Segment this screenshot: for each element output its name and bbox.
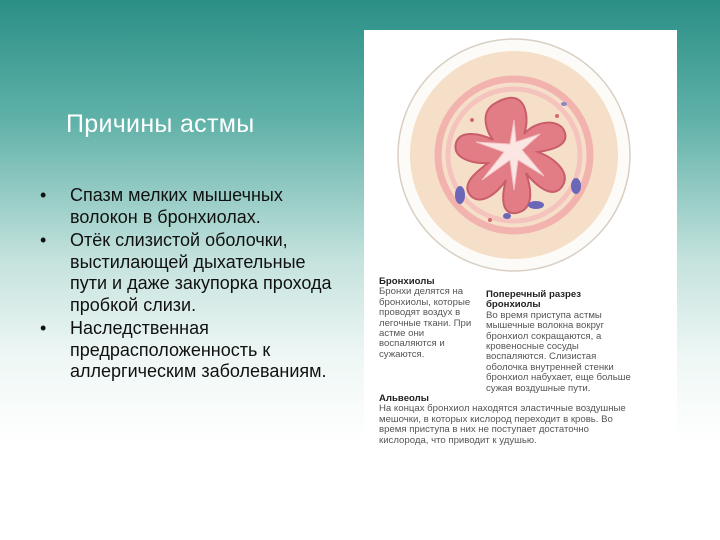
bullet-item: • Спазм мелких мышечных волокон в бронхиолах. xyxy=(40,185,340,228)
blood-vessel xyxy=(561,102,567,106)
blood-vessel xyxy=(470,118,474,122)
blood-vessel xyxy=(571,178,581,194)
bullet-item: • Наследственная предрасположенность к аллергическим заболеваниям. xyxy=(40,318,340,383)
bullet-item: • Отёк слизистой оболочки, выстилающей дыхательные пути и даже закупорка прохода пробкой слизи. xyxy=(40,230,340,316)
bronchiole-figure xyxy=(364,30,677,465)
caption-heading: Поперечный разрез бронхиолы xyxy=(486,289,582,311)
blood-vessel xyxy=(488,218,492,222)
blood-vessel xyxy=(503,213,511,219)
caption-heading: Бронхиолы xyxy=(379,276,435,287)
slide-title: Причины астмы xyxy=(66,110,255,138)
caption-heading: Альвеолы xyxy=(379,393,429,404)
bullet-list xyxy=(40,185,340,385)
caption-bronchioles xyxy=(379,277,475,360)
blood-vessel xyxy=(555,114,559,118)
blood-vessel xyxy=(455,186,465,204)
caption-text: Во время приступа астмы мышечные волокна вокруг бронхиол сокращаются, а кровеносные сосуды воспаляются. Слизистая оболочка внутренней стенки бронхиол набухает, еще больше сужая воздушные пути. xyxy=(486,309,631,394)
blood-vessel xyxy=(528,201,544,209)
caption-alveoli xyxy=(379,394,641,446)
bronchiole-cross-section-illustration xyxy=(364,30,677,280)
caption-cross-section xyxy=(486,290,636,394)
caption-text: На концах бронхиол находятся эластичные воздушные мешочки, в которых кислород переходит в кровь. Во время приступа в них не поступает достаточно кислорода, что приводит к удушью. xyxy=(379,403,626,446)
caption-text: Бронхи делятся на бронхиолы, которые проводят воздух в легочные ткани. При астме они воспаляются и сужаются. xyxy=(379,286,472,360)
